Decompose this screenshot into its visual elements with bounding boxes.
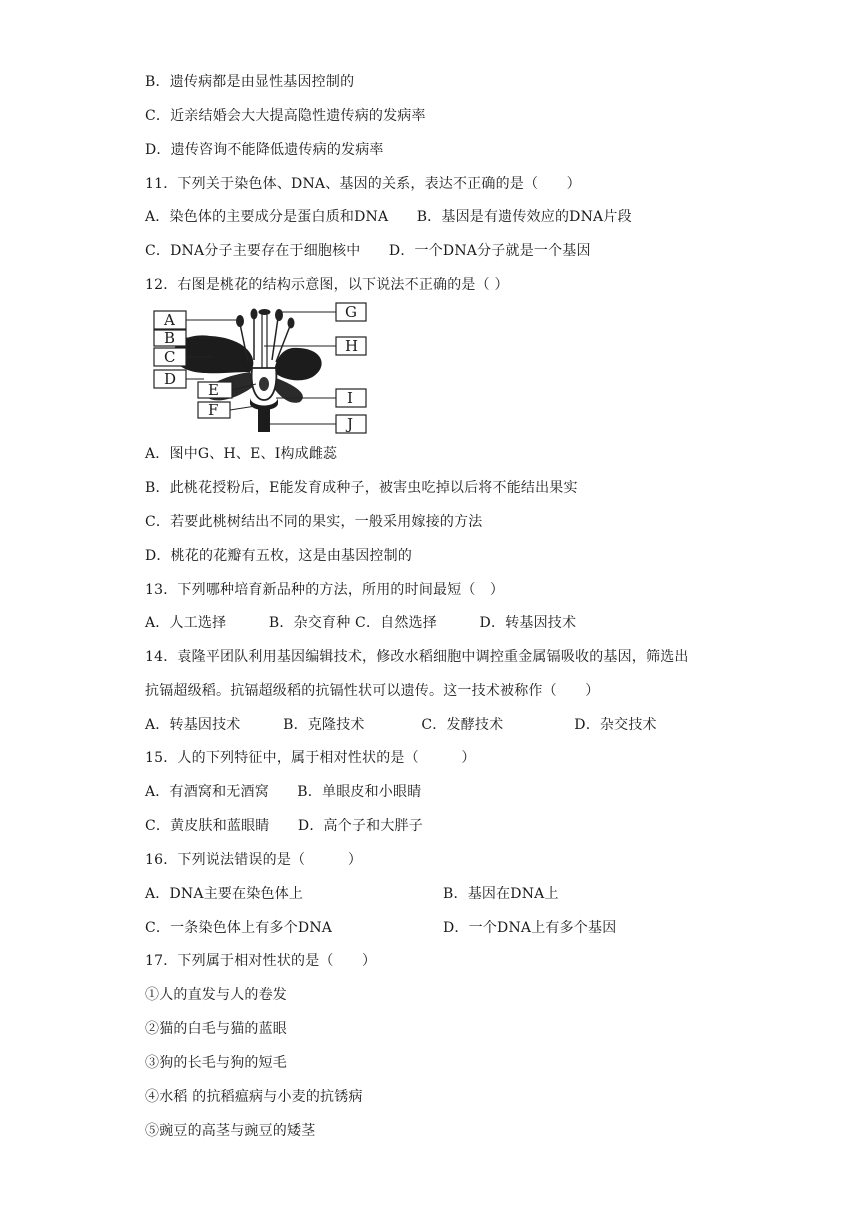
label-g: G <box>345 303 357 321</box>
label-e: E <box>208 381 219 399</box>
line-14-options: A．转基因技术 B．克隆技术 C．发酵技术 D．杂交技术 <box>145 717 657 733</box>
question-13: 13．下列哪种培育新品种的方法，所用的时间最短（ ） <box>145 582 505 598</box>
label-c: C <box>164 348 176 366</box>
q17-item-3: ③狗的长毛与狗的短毛 <box>145 1055 287 1071</box>
label-a: A <box>164 311 175 329</box>
question-14-cont: 抗镉超级稻。抗镉超级稻的抗镉性状可以遗传。这一技术被称作（ ） <box>145 683 600 699</box>
label-j: J <box>347 415 354 433</box>
label-b: B <box>164 329 176 347</box>
q17-item-5: ⑤豌豆的高茎与豌豆的矮茎 <box>145 1123 316 1139</box>
q16-option-c: C．一条染色体上有多个DNA <box>145 920 333 936</box>
q16-option-a: A．DNA主要在染色体上 <box>145 886 304 902</box>
question-11: 11．下列关于染色体、DNA、基因的关系，表达不正确的是（ ） <box>145 176 581 192</box>
line-12b: B．此桃花授粉后，E能发育成种子，被害虫吃掉以后将不能结出果实 <box>145 480 578 496</box>
question-17: 17．下列属于相对性状的是（ ） <box>145 953 377 969</box>
line-15cd: C．黄皮肤和蓝眼睛 D．高个子和大胖子 <box>145 818 423 834</box>
q16-option-d: D．一个DNA上有多个基因 <box>443 920 617 936</box>
line-12c: C．若要此桃树结出不同的果实，一般采用嫁接的方法 <box>145 514 483 530</box>
label-i: I <box>347 389 353 407</box>
line-11ab: A．染色体的主要成分是蛋白质和DNA B．基因是有遗传效应的DNA片段 <box>145 209 632 225</box>
peach-flower-diagram <box>152 302 368 436</box>
line-12a: A．图中G、H、E、I构成雌蕊 <box>145 446 338 462</box>
label-d: D <box>164 370 177 388</box>
q17-item-2: ②猫的白毛与猫的蓝眼 <box>145 1021 287 1037</box>
line-10b: B．遗传病都是由显性基因控制的 <box>145 74 355 90</box>
question-14: 14．袁隆平团队利用基因编辑技术，修改水稻细胞中调控重金属镉吸收的基因，筛选出 <box>145 649 689 665</box>
line-13-options: A．人工选择 B．杂交育种 C．自然选择 D．转基因技术 <box>145 615 577 631</box>
q17-item-4: ④水稻 的抗稻瘟病与小麦的抗锈病 <box>145 1089 363 1105</box>
question-15: 15．人的下列特征中，属于相对性状的是（ ） <box>145 750 476 766</box>
label-h: H <box>345 337 359 355</box>
ovule <box>259 377 269 391</box>
question-12: 12．右图是桃花的结构示意图，以下说法不正确的是（ ） <box>145 277 509 293</box>
right-petal <box>274 348 322 381</box>
q17-item-1: ①人的直发与人的卷发 <box>145 987 287 1003</box>
line-10d: D．遗传咨询不能降低遗传病的发病率 <box>145 142 384 158</box>
line-10c: C．近亲结婚会大大提高隐性遗传病的发病率 <box>145 108 426 124</box>
line-11cd: C．DNA分子主要存在于细胞核中 D．一个DNA分子就是一个基因 <box>145 243 591 259</box>
line-12d: D．桃花的花瓣有五枚，这是由基因控制的 <box>145 548 413 564</box>
question-16: 16．下列说法错误的是（ ） <box>145 852 363 868</box>
label-f: F <box>208 401 219 419</box>
line-15ab: A．有酒窝和无酒窝 B．单眼皮和小眼睛 <box>145 784 422 800</box>
q16-option-b: B．基因在DNA上 <box>443 886 559 902</box>
